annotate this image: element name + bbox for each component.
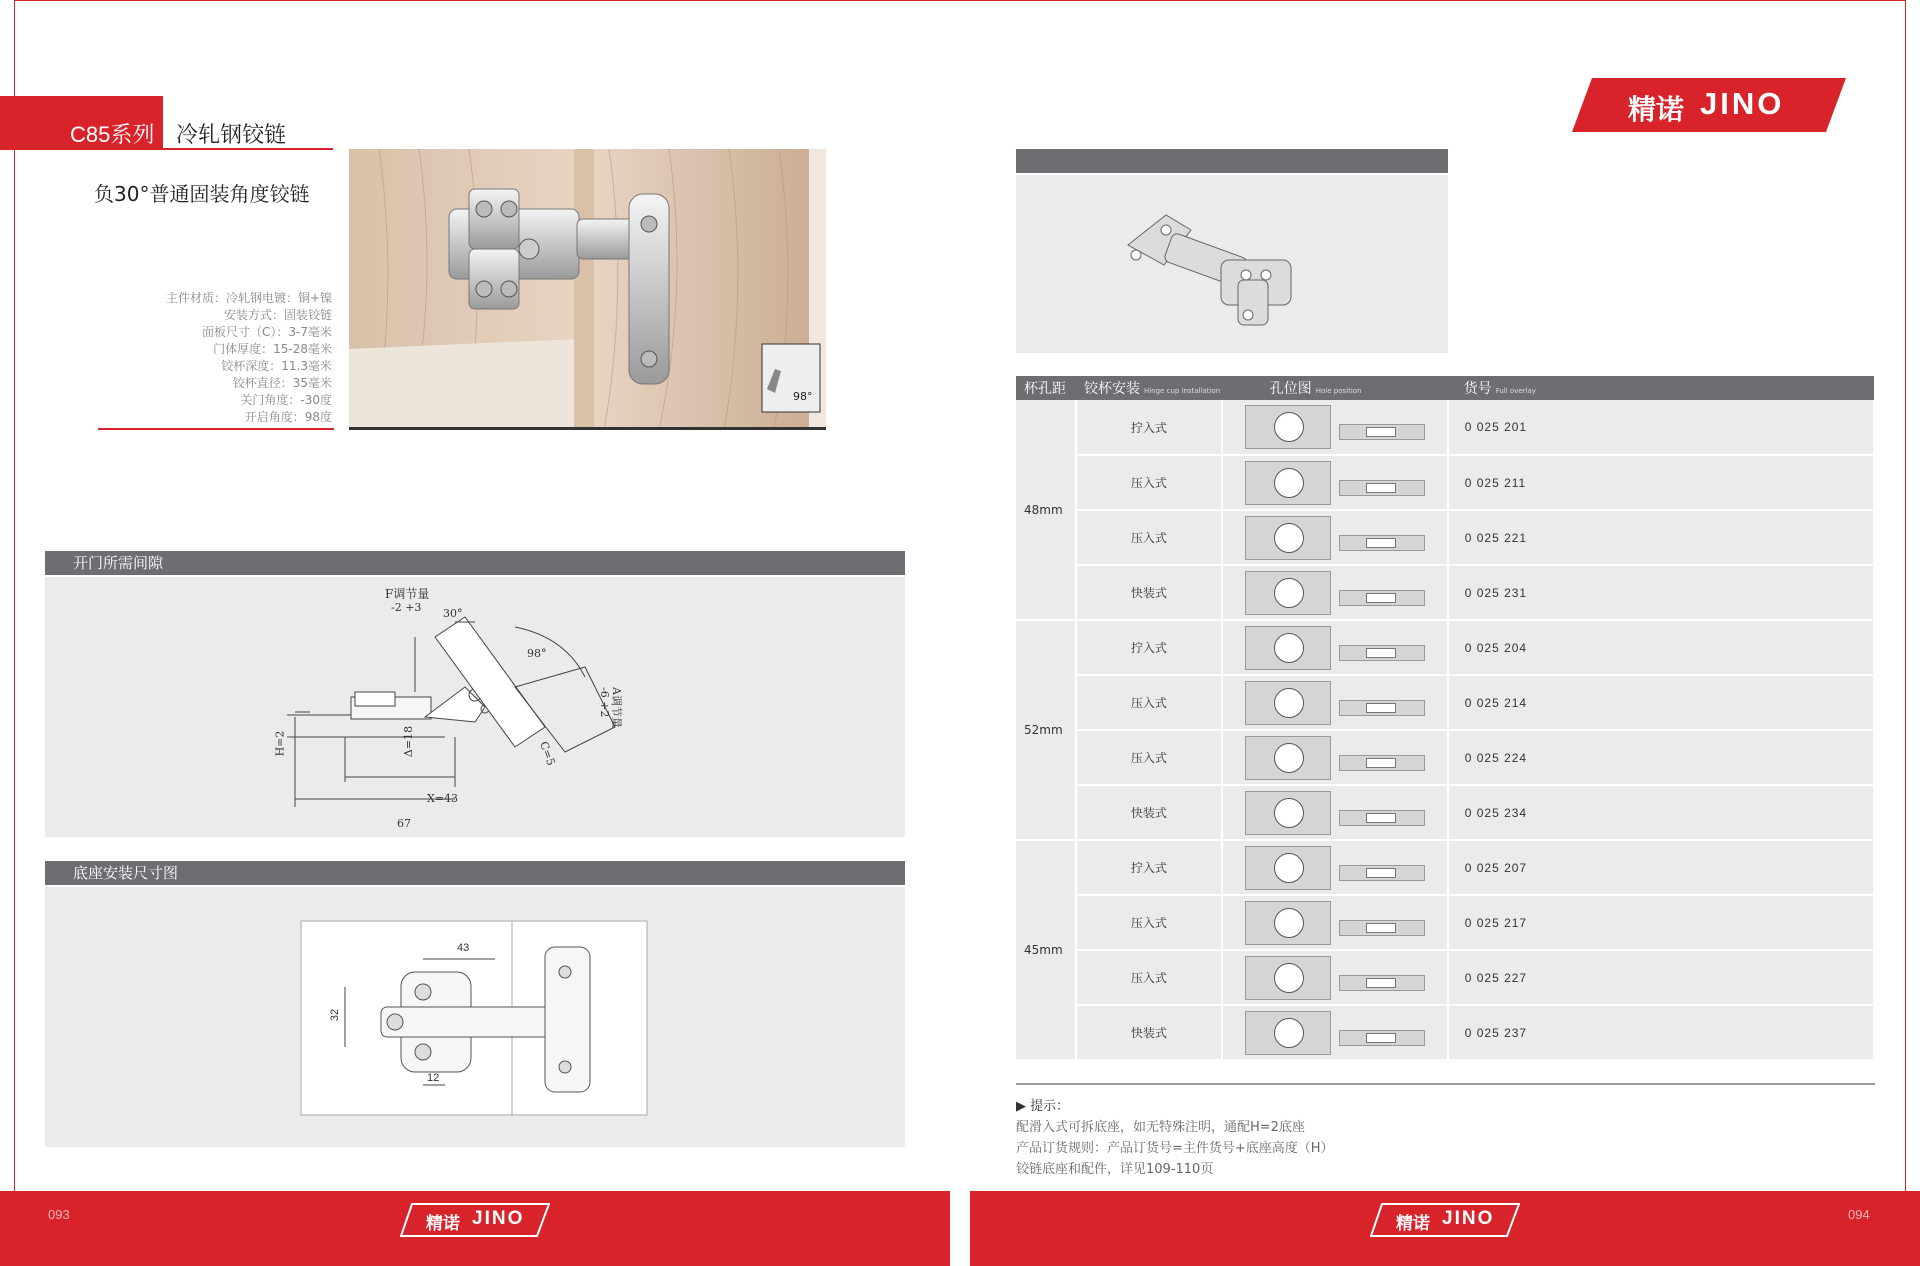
hole-diagram-cell — [1222, 840, 1448, 895]
part-number-cell: 0 025 231 — [1448, 565, 1874, 620]
notes-heading: ▶ 提示： — [1016, 1099, 1070, 1114]
hole-diagram-cell — [1222, 785, 1448, 840]
hole-plate-diagram — [1339, 535, 1425, 551]
x-label: X=43 — [427, 792, 459, 805]
hole-diagram-cell — [1222, 1005, 1448, 1060]
delta-label: Δ=18 — [402, 725, 416, 758]
hole-diagram-cell — [1222, 675, 1448, 730]
hole-diagram — [1223, 571, 1447, 615]
spec-item: 铰杯深度：11.3毫米 — [221, 359, 332, 373]
hole-cup-diagram — [1245, 681, 1331, 725]
part-number-cell: 0 025 204 — [1448, 620, 1874, 675]
hole-cup-diagram — [1245, 956, 1331, 1000]
product-table — [1016, 376, 1875, 1061]
hole-diagram-cell — [1222, 620, 1448, 675]
spec-item: 开启角度：98度 — [244, 410, 332, 424]
install-type-cell: 快装式 — [1076, 565, 1222, 620]
hole-diagram — [1223, 1011, 1447, 1055]
h-label: H=2 — [273, 730, 287, 757]
hole-plate-diagram — [1339, 700, 1425, 716]
hole-plate-diagram — [1339, 975, 1425, 991]
install-type-cell: 快装式 — [1076, 1005, 1222, 1060]
f-adjust-range: -2 +3 — [391, 601, 422, 614]
series-name: 冷轧钢铰链 — [176, 123, 287, 148]
install-type-cell: 压入式 — [1076, 510, 1222, 565]
part-number-cell: 0 025 221 — [1448, 510, 1874, 565]
hole-cup-diagram — [1245, 626, 1331, 670]
brand-logo-top — [1572, 78, 1846, 132]
hole-diagram — [1223, 736, 1447, 780]
table-row — [1016, 565, 1874, 620]
note-line: 配滑入式可拆底座，如无特殊注明，通配H=2底座 — [1016, 1120, 1305, 1135]
c-label: C=5 — [536, 739, 558, 768]
footer-brand-name: 精诺 — [426, 1214, 460, 1234]
hole-diagram — [1223, 846, 1447, 890]
spec-underline — [98, 428, 334, 430]
hole-diagram — [1223, 405, 1447, 449]
table-row — [1016, 620, 1874, 675]
table-row — [1016, 785, 1874, 840]
hole-cup-diagram — [1245, 736, 1331, 780]
dim-12: 12 — [427, 1072, 440, 1084]
photo-angle-label: 98° — [793, 390, 813, 403]
cup-distance-cell: 45mm — [1016, 840, 1076, 1060]
page-number-right: 094 — [1848, 1207, 1870, 1222]
footer-brand-latin: JINO — [472, 1208, 525, 1229]
install-type-cell: 快装式 — [1076, 785, 1222, 840]
table-row — [1016, 400, 1874, 455]
angle-98-label: 98° — [527, 647, 547, 660]
product-photo — [349, 149, 826, 430]
hole-cup-diagram — [1245, 461, 1331, 505]
part-number-cell: 0 025 227 — [1448, 950, 1874, 1005]
hole-diagram — [1223, 461, 1447, 505]
hole-diagram-cell — [1222, 730, 1448, 785]
table-row — [1016, 840, 1874, 895]
product-title: 负30°普通固装角度铰链 — [94, 182, 310, 206]
part-number-cell: 0 025 224 — [1448, 730, 1874, 785]
section-bar-clearance — [45, 551, 905, 575]
hole-diagram-cell — [1222, 510, 1448, 565]
install-type-cell: 拧入式 — [1076, 840, 1222, 895]
section-bar-mounting — [45, 861, 905, 885]
hole-diagram-cell — [1222, 400, 1448, 455]
hole-diagram-cell — [1222, 565, 1448, 620]
hole-diagram-cell — [1222, 950, 1448, 1005]
hole-cup-diagram — [1245, 1011, 1331, 1055]
page-number-left: 093 — [48, 1207, 70, 1222]
hole-plate-diagram — [1339, 755, 1425, 771]
col-header-part: 货号 Full overlay — [1448, 376, 1874, 400]
note-line: 铰链底座和配件，详见109-110页 — [1016, 1162, 1214, 1177]
hole-cup-diagram — [1245, 901, 1331, 945]
brand-latin: JINO — [1700, 86, 1785, 121]
hole-plate-diagram — [1339, 424, 1425, 440]
col-header-install: 铰杯安装 Hinge cup installation — [1076, 376, 1222, 400]
install-type-cell: 拧入式 — [1076, 620, 1222, 675]
table-row — [1016, 675, 1874, 730]
brand-name: 精诺 — [1628, 93, 1685, 126]
f-adjust-label: F调节量 — [385, 587, 430, 601]
footer-brand-name: 精诺 — [1396, 1214, 1430, 1234]
hole-plate-diagram — [1339, 865, 1425, 881]
hole-plate-diagram — [1339, 920, 1425, 936]
hole-plate-diagram — [1339, 590, 1425, 606]
hole-cup-diagram — [1245, 571, 1331, 615]
hole-cup-diagram — [1245, 846, 1331, 890]
angle-30-label: 30° — [443, 607, 463, 620]
hole-plate-diagram — [1339, 480, 1425, 496]
spec-item: 门体厚度：15-28毫米 — [213, 342, 332, 356]
a-adjust-range: -6 +2 — [598, 687, 611, 718]
part-number-cell: 0 025 211 — [1448, 455, 1874, 510]
spec-item: 面板尺寸（C）：3-7毫米 — [202, 325, 332, 339]
hole-cup-diagram — [1245, 516, 1331, 560]
part-number-cell: 0 025 214 — [1448, 675, 1874, 730]
install-type-cell: 压入式 — [1076, 950, 1222, 1005]
install-type-cell: 拧入式 — [1076, 400, 1222, 455]
hole-diagram — [1223, 626, 1447, 670]
hole-cup-diagram — [1245, 405, 1331, 449]
hole-diagram-cell — [1222, 455, 1448, 510]
hole-diagram — [1223, 681, 1447, 725]
part-number-cell: 0 025 234 — [1448, 785, 1874, 840]
hole-diagram — [1223, 516, 1447, 560]
a-adjust-label: A调节量 — [610, 687, 623, 728]
cup-distance-cell: 48mm — [1016, 400, 1076, 620]
dim-43: 43 — [457, 942, 470, 954]
part-number-cell: 0 025 207 — [1448, 840, 1874, 895]
table-row — [1016, 510, 1874, 565]
notes — [1016, 1096, 1334, 1180]
mounting-diagram — [45, 887, 905, 1147]
table-row — [1016, 895, 1874, 950]
part-number-cell: 0 025 201 — [1448, 400, 1874, 455]
spec-item: 铰杯直径：35毫米 — [232, 376, 332, 390]
part-number-cell: 0 025 217 — [1448, 895, 1874, 950]
hole-plate-diagram — [1339, 810, 1425, 826]
table-row — [1016, 730, 1874, 785]
footer-logo-left — [400, 1203, 550, 1237]
dim-32: 32 — [329, 1008, 342, 1022]
series-code: C85系列 — [70, 122, 155, 147]
hole-diagram — [1223, 901, 1447, 945]
install-type-cell: 压入式 — [1076, 675, 1222, 730]
spec-item: 安装方式：固装铰链 — [223, 308, 332, 322]
section-title: 底座安装尺寸图 — [73, 864, 179, 882]
clearance-diagram — [45, 577, 905, 837]
hinge-photo — [1016, 175, 1448, 353]
install-type-cell: 压入式 — [1076, 455, 1222, 510]
col-header-distance: 杯孔距 — [1016, 376, 1076, 400]
spec-list — [166, 290, 332, 426]
hole-diagram — [1223, 956, 1447, 1000]
table-row — [1016, 1005, 1874, 1060]
note-line: 产品订货规则：产品订货号=主件货号+底座高度（H） — [1016, 1141, 1334, 1156]
section-title: 开门所需间隙 — [73, 554, 164, 572]
spec-item: 关门角度：-30度 — [240, 393, 332, 407]
footer-brand-latin: JINO — [1442, 1208, 1495, 1229]
cup-distance-cell: 52mm — [1016, 620, 1076, 840]
hole-diagram — [1223, 791, 1447, 835]
table-row — [1016, 455, 1874, 510]
spec-item: 主件材质：冷轧钢电镀：铜+镍 — [165, 291, 332, 305]
col-header-hole: 孔位图 Hole position — [1222, 376, 1448, 400]
table-bottom-rule — [1016, 1083, 1875, 1085]
footer-logo-right — [1370, 1203, 1520, 1237]
install-type-cell: 压入式 — [1076, 730, 1222, 785]
photo-header-bar — [1016, 149, 1448, 173]
series-underline — [163, 148, 333, 150]
table-row — [1016, 950, 1874, 1005]
install-type-cell: 压入式 — [1076, 895, 1222, 950]
hole-plate-diagram — [1339, 645, 1425, 661]
width-label: 67 — [397, 817, 411, 830]
hole-diagram-cell — [1222, 895, 1448, 950]
part-number-cell: 0 025 237 — [1448, 1005, 1874, 1060]
hole-cup-diagram — [1245, 791, 1331, 835]
hole-plate-diagram — [1339, 1030, 1425, 1046]
